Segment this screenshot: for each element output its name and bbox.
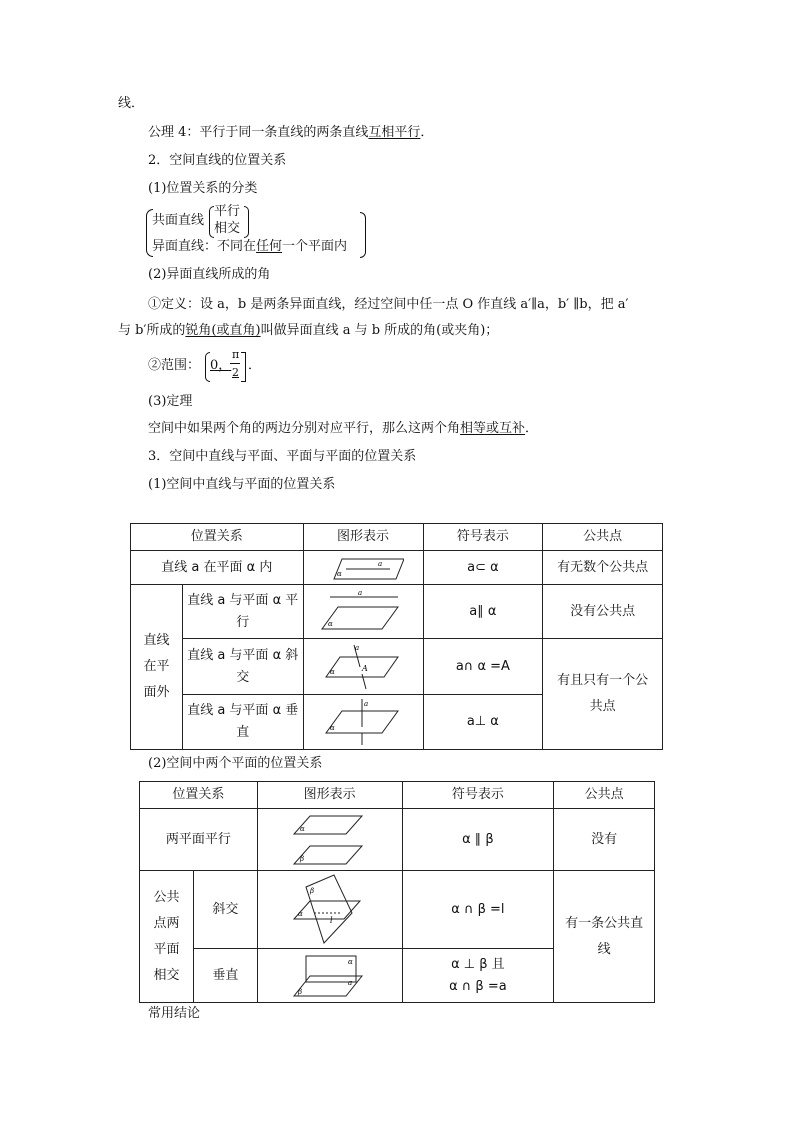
label-alpha: α [330,667,335,676]
subheading-2-2: (2)异面直线所成的角 [148,267,271,282]
label-beta: β [297,987,302,996]
intersect-label: 相交 [214,221,241,236]
table2-header-relation: 位置关系 [140,782,258,809]
outer-right-brace [360,212,366,258]
section-heading-2: 2．空间直线的位置关系 [148,153,287,168]
axiom-4-suffix: ． [420,125,434,140]
perp-symbol-1: α ⊥ β 且 [451,956,505,972]
common-point-line-2: 共点 [589,699,616,714]
range-zero: 0， [210,358,232,373]
label-a: a [364,700,369,708]
row2-oblique-relation: 斜交 [193,871,257,949]
row-perp-rel-1: 直线 a 与平面 α 垂 [187,703,299,718]
row-in-plane-common: 有无数个公共点 [543,551,663,585]
range-two: 2 [232,366,239,379]
row-perpendicular-symbol: a⊥ α [423,695,543,750]
label-alpha: α [330,724,335,732]
row-parallel-symbol: a∥ α [423,585,543,639]
label-alpha: α [297,909,303,918]
inter-label-2: 点两 [153,915,180,931]
row2-parallel-relation: 两平面平行 [140,809,258,871]
row-parallel-common: 没有公共点 [543,585,663,639]
inter-label-1: 公共 [153,889,180,905]
outside-plane-label [131,585,183,750]
table1-row-parallel [131,585,663,639]
row-parallel-rel-2: 行 [236,614,250,630]
definition-line-1: ①定义：设 a，b 是两条异面直线，经过空间中任一点 O 作直线 a′∥a，b′ ∥b，把 a′ [148,297,629,312]
label-beta: β [299,854,304,863]
row-perp-rel-2: 直 [236,725,250,740]
label-a: a [347,978,352,987]
table2-row-oblique [140,871,655,949]
label-alpha: α [347,957,353,966]
axiom-4-prefix: 公理 4：平行于同一条直线的两条直线 [148,125,369,140]
label-alpha: α [299,824,305,833]
table1-header-row [131,524,663,551]
figure-planes-parallel [257,809,402,871]
definition-underlined: 锐角(或直角) [185,323,261,338]
line-plane-table [130,523,663,750]
inter-label-4: 相交 [153,967,180,983]
table2-header-symbol: 符号表示 [402,782,554,809]
table2-header-row [140,782,655,809]
continued-text: 线． [118,96,145,111]
common-line-2: 线 [597,941,611,957]
common-line [554,871,655,1003]
subheading-3-2: (2)空间中两个平面的位置关系 [148,756,323,771]
label-a: a [378,559,383,568]
plane-plane-table [139,781,655,1003]
row2-parallel-symbol: α ∥ β [402,809,554,871]
range-end: ． [248,358,262,373]
figure-planes-perpendicular [257,949,402,1003]
table1-header-common: 公共点 [543,524,663,551]
parallel-label: 平行 [214,204,241,219]
figure-line-in-plane [303,551,423,585]
outside-label-3: 面外 [143,685,170,700]
table1-header-figure: 图形表示 [303,524,423,551]
perp-symbol-2: α ∩ β =a [449,978,507,994]
row2-oblique-symbol: α ∩ β =l [402,871,554,949]
table1-row-in-plane [131,551,663,585]
common-conclusions-heading: 常用结论 [148,1006,201,1021]
coplanar-label: 共面直线 [152,213,205,228]
subheading-3-1: (1)空间中直线与平面的位置关系 [148,477,336,492]
table1-header-relation: 位置关系 [131,524,304,551]
skew-lines [152,238,347,256]
label-alpha: α [328,619,333,628]
range-label: ②范围： [148,358,201,373]
table2-row-parallel [140,809,655,871]
row2-perpendicular-relation: 垂直 [193,949,257,1003]
range-right-bracket [241,352,246,382]
definition-prefix: 与 b′所成的 [118,323,186,338]
definition-suffix: 叫做异面直线 a 与 b 所成的角(或夹角)； [260,323,499,338]
outside-label-2: 在平 [143,659,170,674]
theorem-prefix: 空间中如果两个角的两边分别对应平行，那么这两个角 [148,421,461,436]
row-parallel-relation [182,585,303,639]
label-alpha: α [337,569,342,578]
row-oblique-relation [182,639,303,695]
common-point-line-1: 有且只有一个公 [557,673,649,688]
label-l: l [329,915,333,925]
theorem [148,420,538,438]
row-parallel-rel-1: 直线 a 与平面 α 平 [187,592,299,608]
label-a: a [355,643,360,652]
range-pi: π [232,348,240,361]
row-in-plane-symbol: a⊂ α [423,551,543,585]
table1-header-symbol: 符号表示 [423,524,543,551]
row-oblique-rel-2: 交 [236,669,250,685]
row-oblique-symbol: a∩ α =A [423,639,543,695]
axiom-4 [148,124,433,142]
theorem-underlined: 相等或互补 [460,421,526,436]
skew-underlined: 任何 [256,239,283,254]
label-A: A [362,663,368,673]
row2-parallel-common: 没有 [554,809,655,871]
axiom-4-underlined: 互相平行 [368,125,421,140]
skew-prefix: 异面直线：不同在 [152,239,257,254]
section-heading-3: 3．空间中直线与平面、平面与平面的位置关系 [148,449,417,464]
intersecting-planes-label [140,871,194,1003]
table1-row-oblique [131,639,663,695]
theorem-suffix: ． [525,421,539,436]
row-perpendicular-relation [182,695,303,750]
subheading-2-3: (3)定理 [148,394,193,409]
table2-header-figure: 图形表示 [257,782,402,809]
figure-planes-oblique [257,871,402,949]
definition-line-2 [118,322,498,340]
outside-label-1: 直线 [143,633,170,648]
row-oblique-rel-1: 直线 a 与平面 α 斜 [187,647,299,663]
subheading-2-1: (1)位置关系的分类 [148,181,258,196]
skew-suffix: 一个平面内 [282,239,348,254]
common-line-1: 有一条公共直 [565,915,644,931]
figure-line-perpendicular [303,695,423,750]
figure-line-oblique [303,639,423,695]
row-in-plane-relation: 直线 a 在平面 α 内 [131,551,304,585]
table2-header-common: 公共点 [554,782,655,809]
figure-line-parallel [303,585,423,639]
label-beta: β [309,886,314,895]
inner-right-brace [244,206,249,238]
row2-perpendicular-symbol [402,949,554,1003]
inter-label-3: 平面 [153,941,180,957]
label-a: a [358,588,363,597]
single-common-point [543,639,663,750]
